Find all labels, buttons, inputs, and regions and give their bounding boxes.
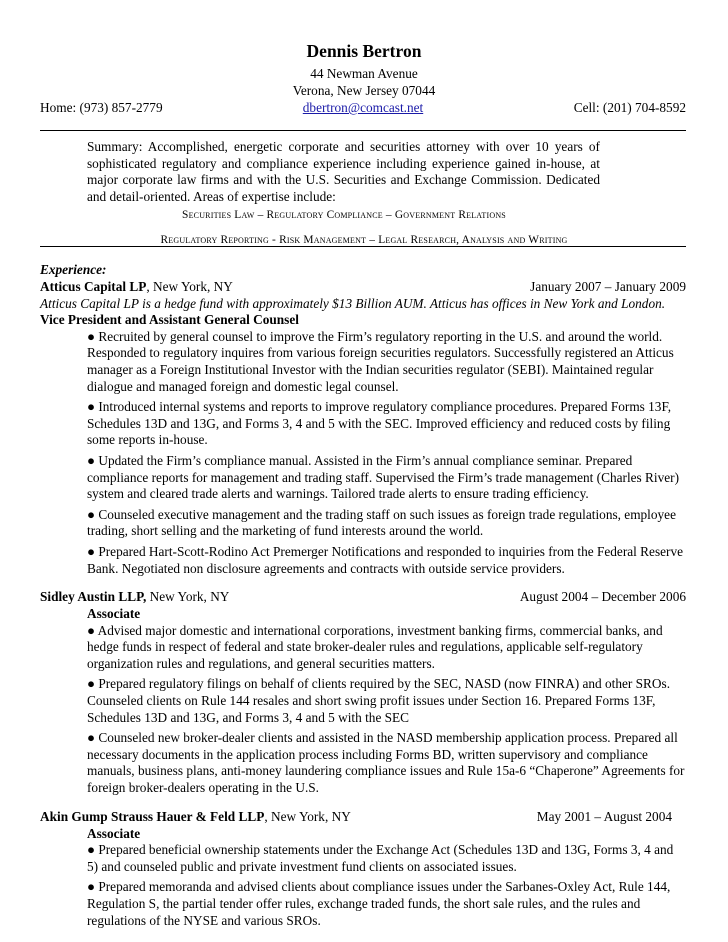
list-item: ● Prepared Hart-Scott-Rodino Act Premerger Notifications and responded to inquiries from the Federal Reserve Bank. Negotiated non disclosure agreements and contracts with outside service providers. (87, 543, 684, 576)
list-item: ● Advised major domestic and international corporations, investment banking firms, commercial banks, and hedge funds in respect of federal and state broker-dealer rules and regulations, applicable self-regulatory organization rules and regulations, and general securities matters. (87, 622, 663, 671)
experience-section (40, 262, 686, 929)
candidate-name: Dennis Bertron (306, 41, 422, 61)
experience-heading: Experience: (40, 262, 107, 277)
email-link[interactable]: dbertron@comcast.net (302, 100, 424, 115)
address-line-1: 44 Newman Avenue (310, 66, 418, 81)
job-title: Associate (87, 825, 141, 841)
company-location: , New York, NY (264, 808, 351, 824)
job-header-akin-gump (40, 809, 686, 826)
job-title: Vice President and Assistant General Counsel (40, 312, 299, 328)
company-name: Akin Gump Strauss Hauer & Feld LLP (40, 808, 265, 824)
summary-paragraph: Summary: Accomplished, energetic corporate and securities attorney with over 10 years of sophisticated regulatory and compliance experience including experience gained in-house, at major corporate law firms and with the U.S. Securities and Exchange Commission. Dedicated and detail-oriented. Areas of expertise include: (87, 139, 600, 204)
list-item: ● Counseled executive management and the trading staff on such issues as foreign trade regulations, employee trading, short selling and the marketing of fund interests around the world. (87, 506, 676, 539)
company-name: Atticus Capital LP (40, 278, 147, 294)
employment-dates: January 2007 – January 2009 (530, 278, 686, 294)
job-header-sidley (40, 589, 686, 606)
company-location: , New York, NY (146, 278, 233, 294)
spacer (40, 577, 686, 589)
list-item: ● Introduced internal systems and reports to improve regulatory compliance procedures. Prepared Forms 13F, Schedules 13D and 13G, and Forms 3, 4 and 5 with the SEC. Improved efficiency and reduced costs by filing some reports in-house. (87, 399, 672, 448)
address-line-2: Verona, New Jersey 07044 (292, 83, 436, 98)
summary-divider (40, 246, 686, 247)
job-title: Associate (87, 606, 141, 622)
employment-dates: August 2004 – December 2006 (519, 589, 686, 605)
list-item: ● Updated the Firm’s compliance manual. Assisted in the Firm’s annual compliance seminar. Prepared compliance reports for management and trading staff. Supervised the Firm’s trade management (Charles River) system and cleared trade alerts and warnings. Tailored trade alerts to ensure trading efficiency. (87, 452, 680, 502)
spacer (40, 797, 686, 809)
company-name: Sidley Austin LLP, (40, 589, 147, 605)
employment-dates: May 2001 – August 2004 (536, 808, 672, 824)
list-item: ● Counseled new broker-dealer clients and assisted in the NASD membership application process. Prepared all necessary documents in the application process including Forms BD, written supervisory and compliance manuals, business plans, anti-money laundering compliance issues and Rule 15a-6 “Chaperone” Agreements for foreign broker-dealers operating in the U.S. (87, 730, 685, 796)
list-item: ● Prepared regulatory filings on behalf of clients required by the SEC, NASD (now FINRA) and other SROs. Counseled clients on Rule 144 resales and short swing profit issues under Section 16. Prepared Forms 13F, Schedules 13D and 13G, and Forms 3, 4 and 5 with the SEC (87, 676, 671, 725)
cell-phone: Cell: (201) 704-8592 (573, 100, 686, 115)
company-description: Atticus Capital LP is a hedge fund with approximately $13 Billion AUM. Atticus has offices in New York and London. (40, 295, 666, 311)
header-divider (40, 130, 686, 131)
expertise-areas-line-2: Regulatory Reporting - Risk Management – Legal Research, Analysis and Writing (160, 234, 568, 246)
list-item: ● Prepared beneficial ownership statements under the Exchange Act (Schedules 13D and 13G, Forms 3, 4 and 5) and counseled public and private investment fund clients on associated issues. (87, 842, 674, 874)
company-location: New York, NY (146, 589, 230, 605)
expertise-areas-line-1: Securities Law – Regulatory Compliance – Government Relations (182, 209, 506, 221)
list-item: ● Prepared memoranda and advised clients about compliance issues under the Sarbanes-Oxley Act, Rule 144, Regulation S, the partial tender offer rules, exchange traded funds, the short sale rules, and the rules and regulations of the NYSE and various SROs. (87, 879, 671, 928)
job-header-atticus (40, 279, 686, 296)
home-phone: Home: (973) 857-2779 (40, 100, 163, 115)
list-item: ● Recruited by general counsel to improve the Firm’s regulatory reporting in the U.S. and around the world. Responded to regulatory inquires from various foreign securities regulators. Successfully registered an Atticus manager as a Foreign Institutional Investor with the Indian securities regulator (SEBI). Maintained regular dialogue and managed foreign and domestic legal counsel. (87, 328, 674, 394)
